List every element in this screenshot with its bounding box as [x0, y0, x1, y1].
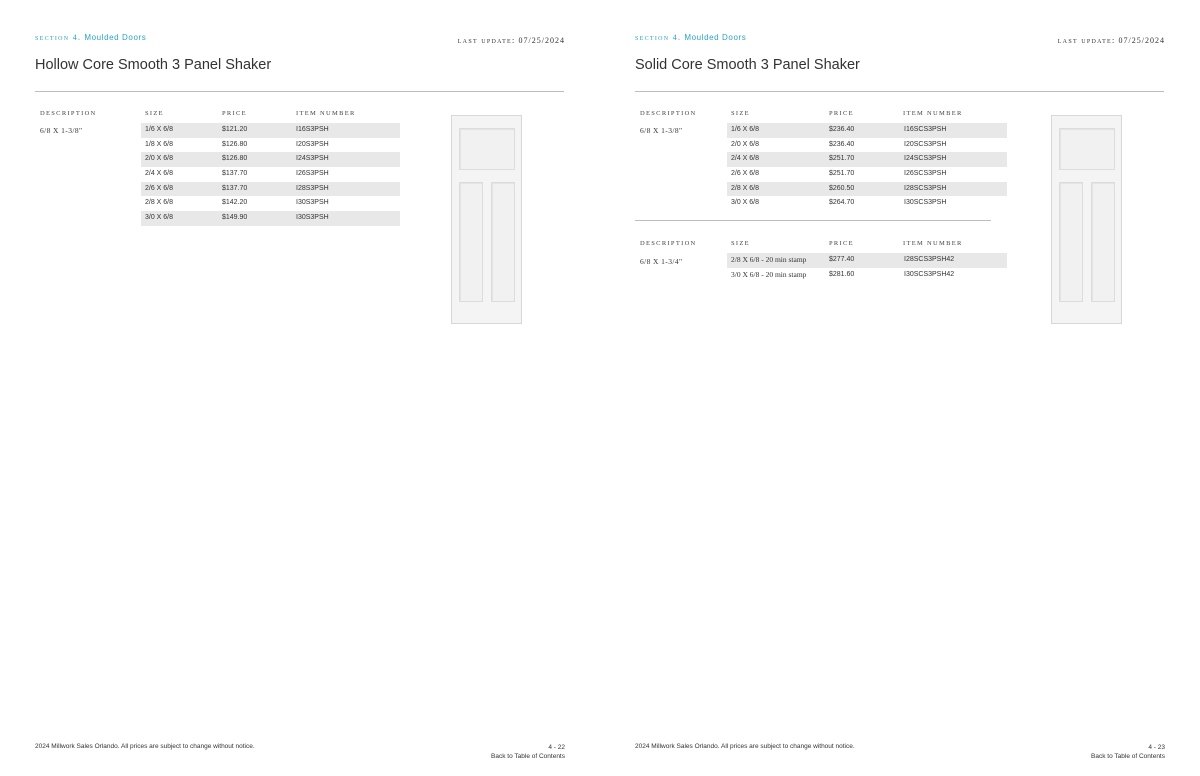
last-update: [1058, 36, 1165, 45]
price-cell: $149.90: [222, 214, 248, 222]
table-row: [141, 167, 400, 182]
door-lower-right-panel: [491, 182, 515, 302]
size-cell: 2/0 X 6/8: [145, 155, 174, 163]
header-description: DESCRIPTION: [640, 240, 697, 247]
price-cell: $251.70: [829, 170, 855, 178]
price-cell: $137.70: [222, 170, 248, 178]
table-row: [141, 152, 400, 167]
table-row: [727, 167, 1007, 182]
door-image: [1051, 115, 1122, 324]
item-number-cell: I30S3PSH: [296, 214, 329, 222]
footer-disclaimer: 2024 Millwork Sales Orlando. All prices are subject to change without notice.: [635, 743, 855, 750]
back-to-toc-link[interactable]: Back to Table of Contents: [1091, 753, 1165, 760]
title-divider: [35, 91, 564, 92]
price-table: [727, 253, 1007, 282]
price-cell: $236.40: [829, 126, 855, 133]
header-item-number: ITEM NUMBER: [903, 240, 963, 247]
price-cell: $251.70: [829, 155, 855, 163]
size-cell: 3/0 X 6/8: [731, 199, 760, 207]
size-cell: 1/6 X 6/8: [731, 126, 760, 133]
footer-nav: [491, 743, 565, 761]
footer-nav: [1091, 743, 1165, 761]
size-cell: 2/6 X 6/8: [145, 184, 174, 192]
last-update-date: 07/25/2024: [1118, 36, 1165, 45]
table-row: [141, 123, 400, 138]
section-label: [635, 33, 746, 42]
header-size: SIZE: [145, 110, 164, 117]
last-update-label: last update:: [457, 36, 516, 45]
door-lower-right-panel: [1091, 182, 1115, 302]
size-cell: 3/0 X 6/8: [145, 214, 174, 222]
header-size: SIZE: [731, 110, 750, 117]
header-description: DESCRIPTION: [40, 110, 97, 117]
door-top-panel: [459, 128, 515, 170]
item-number-cell: I28S3PSH: [296, 184, 329, 192]
item-number-cell: I24S3PSH: [296, 155, 329, 163]
header-item-number: ITEM NUMBER: [296, 110, 356, 117]
price-cell: $142.20: [222, 199, 248, 207]
page-title: Hollow Core Smooth 3 Panel Shaker: [35, 57, 272, 73]
header-price: PRICE: [222, 110, 247, 117]
size-cell: 1/8 X 6/8: [145, 140, 174, 148]
item-number-cell: I30SCS3PSH42: [904, 270, 955, 278]
size-cell: 2/4 X 6/8: [731, 155, 760, 163]
table-row: [141, 211, 400, 226]
table-row: [727, 182, 1007, 197]
item-number-cell: I30S3PSH: [296, 199, 329, 207]
price-table: [727, 123, 1007, 211]
item-number-cell: I26SCS3PSH: [904, 170, 947, 178]
last-update: [458, 36, 565, 45]
table-row: [727, 123, 1007, 138]
group-divider: [635, 220, 991, 221]
size-cell: 3/0 X 6/8 - 20 min stamp: [731, 269, 807, 279]
size-cell: 2/6 X 6/8: [731, 170, 760, 178]
size-cell: 2/0 X 6/8: [731, 140, 760, 148]
footer-disclaimer: 2024 Millwork Sales Orlando. All prices are subject to change without notice.: [35, 743, 255, 750]
table-row: [141, 196, 400, 211]
size-cell: 2/8 X 6/8 - 20 min stamp: [731, 255, 807, 264]
table-row: [727, 196, 1007, 211]
table-row: [727, 152, 1007, 167]
door-lower-left-panel: [459, 182, 483, 302]
price-cell: $126.80: [222, 155, 248, 163]
table-row: [727, 268, 1007, 283]
title-divider: [635, 91, 1164, 92]
price-cell: $137.70: [222, 184, 248, 192]
price-cell: $264.70: [829, 199, 855, 207]
price-table: [141, 123, 400, 226]
price-cell: $126.80: [222, 140, 248, 148]
price-cell: $281.60: [829, 270, 855, 278]
door-top-panel: [1059, 128, 1115, 170]
door-image: [451, 115, 522, 324]
item-number-cell: I24SCS3PSH: [904, 155, 947, 163]
page-title: Solid Core Smooth 3 Panel Shaker: [635, 57, 860, 73]
table-row: [727, 253, 1007, 268]
description-value: 6/8 X 1-3/4": [640, 257, 683, 266]
item-number-cell: I20SCS3PSH: [904, 140, 947, 148]
item-number-cell: I28SCS3PSH: [904, 184, 947, 192]
price-cell: $260.50: [829, 184, 855, 192]
table-row: [727, 138, 1007, 153]
table-row: [141, 182, 400, 197]
header-size: SIZE: [731, 240, 750, 247]
page-number: 4 - 23: [1148, 744, 1165, 751]
section-name: Moulded Doors: [84, 33, 147, 42]
last-update-date: 07/25/2024: [518, 36, 565, 45]
item-number-cell: I26S3PSH: [296, 170, 329, 178]
header-item-number: ITEM NUMBER: [903, 110, 963, 117]
item-number-cell: I28SCS3PSH42: [904, 256, 955, 263]
catalog-page-right: [600, 0, 1200, 776]
price-cell: $236.40: [829, 140, 855, 148]
section-label: [35, 33, 146, 42]
price-cell: $121.20: [222, 126, 248, 133]
item-number-cell: I16SCS3PSH: [904, 126, 947, 133]
section-number: section 4.: [35, 33, 82, 42]
page-number: 4 - 22: [548, 744, 565, 751]
back-to-toc-link[interactable]: Back to Table of Contents: [491, 753, 565, 760]
item-number-cell: I30SCS3PSH: [904, 199, 947, 207]
header-price: PRICE: [829, 110, 854, 117]
price-cell: $277.40: [829, 256, 855, 263]
section-name: Moulded Doors: [684, 33, 747, 42]
description-value: 6/8 X 1-3/8": [40, 126, 83, 135]
size-cell: 1/6 X 6/8: [145, 126, 174, 133]
table-row: [141, 138, 400, 153]
header-description: DESCRIPTION: [640, 110, 697, 117]
header-price: PRICE: [829, 240, 854, 247]
item-number-cell: I20S3PSH: [296, 140, 329, 148]
section-number: section 4.: [635, 33, 682, 42]
last-update-label: last update:: [1057, 36, 1116, 45]
size-cell: 2/8 X 6/8: [145, 199, 174, 207]
size-cell: 2/4 X 6/8: [145, 170, 174, 178]
item-number-cell: I16S3PSH: [296, 126, 329, 133]
description-value: 6/8 X 1-3/8": [640, 126, 683, 135]
size-cell: 2/8 X 6/8: [731, 184, 760, 192]
door-lower-left-panel: [1059, 182, 1083, 302]
